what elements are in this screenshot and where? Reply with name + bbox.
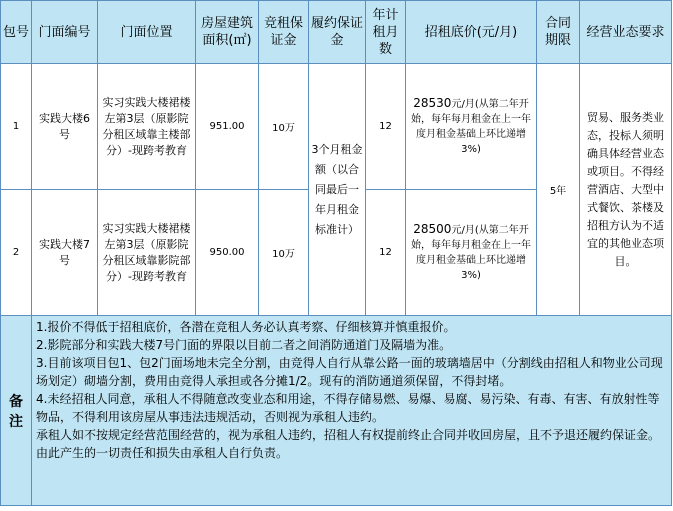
- biz-cell: 贸易、服务类业态，投标人须明确具体经营业态或项目。不得经营酒店、大型中式餐饮、茶楼及招租方认为不适宜的其他业态项目。: [580, 64, 672, 316]
- lot-cell: 1: [1, 64, 32, 190]
- price-note: 元/月(从第二年开始，每年每月租金在上一年度月租金基础上环比递增3%): [411, 99, 531, 155]
- shop-no-cell: 实践大楼7号: [32, 190, 98, 316]
- header-term: 合同期限: [537, 1, 580, 64]
- remarks-label: 备注: [1, 316, 32, 506]
- header-area: 房屋建筑面积(㎡): [196, 1, 259, 64]
- price-amount: 28530: [413, 96, 452, 110]
- area-cell: 951.00: [196, 64, 259, 190]
- remarks-row: [1, 316, 672, 506]
- header-months: 年计租月数: [366, 1, 406, 64]
- remark-item: 1.报价不得低于招租底价，各潜在竞租人务必认真考察、仔细核算并慎重报价。: [36, 320, 456, 334]
- remarks-body: [32, 316, 672, 506]
- header-price: 招租底价(元/月): [406, 1, 537, 64]
- table-row: [1, 64, 672, 190]
- header-perf-deposit: 履约保证金: [309, 1, 366, 64]
- header-lot: 包号: [1, 1, 32, 64]
- remark-item: 承租人如不按规定经营范围经营的，视为承租人违约，招租人有权提前终止合同并收回房屋，且不予退还履约保证金。由此产生的一切责任和损失由承租人自行负责。: [36, 428, 661, 460]
- deposit-cell: 10万: [259, 190, 309, 316]
- price-cell: [406, 190, 537, 316]
- remark-item: 4.未经招租人同意，承租人不得随意改变业态和用途，不得存储易燃、易爆、易腐、易污染、有毒、有害、有放射性等物品，不得利用该房屋从事违法违规活动，否则视为承租人违约。: [36, 392, 660, 424]
- perf-deposit-text: 3个月租金额（以合同最后一年月租金标准计）: [311, 142, 363, 236]
- lot-cell: 2: [1, 190, 32, 316]
- price-note: 元/月(从第二年开始，每年每月租金在上一年度月租金基础上环比递增3%): [411, 225, 531, 281]
- location-cell: 实习实践大楼裙楼左第3层（原影院分租区域靠主楼部分）-现跨考教育: [98, 64, 196, 190]
- remark-item: 3.目前该项目包1、包2门面场地未完全分割，由竞得人自行从靠公路一面的玻璃墙居中（分割线由招租人和物业公司现场划定）砌墙分割，费用由竞得人承担或各分摊1/2。现有的消防通道须保留，不得封堵。: [36, 356, 663, 388]
- area-cell: 950.00: [196, 190, 259, 316]
- location-cell: 实习实践大楼裙楼左第3层（原影院分租区域靠影院部分）-现跨考教育: [98, 190, 196, 316]
- shop-no-cell: 实践大楼6号: [32, 64, 98, 190]
- header-biz: 经营业态要求: [580, 1, 672, 64]
- perf-deposit-cell: [309, 64, 366, 316]
- months-cell: 12: [366, 190, 406, 316]
- header-deposit: 竞租保证金: [259, 1, 309, 64]
- price-cell: [406, 64, 537, 190]
- remark-item: 2.影院部分和实践大楼7号门面的界限以目前二者之间消防通道门及隔墙为准。: [36, 338, 452, 352]
- months-cell: 12: [366, 64, 406, 190]
- deposit-cell: 10万: [259, 64, 309, 190]
- term-cell: 5年: [537, 64, 580, 316]
- header-row: [1, 1, 672, 64]
- header-shop-no: 门面编号: [32, 1, 98, 64]
- header-location: 门面位置: [98, 1, 196, 64]
- price-amount: 28500: [413, 222, 452, 236]
